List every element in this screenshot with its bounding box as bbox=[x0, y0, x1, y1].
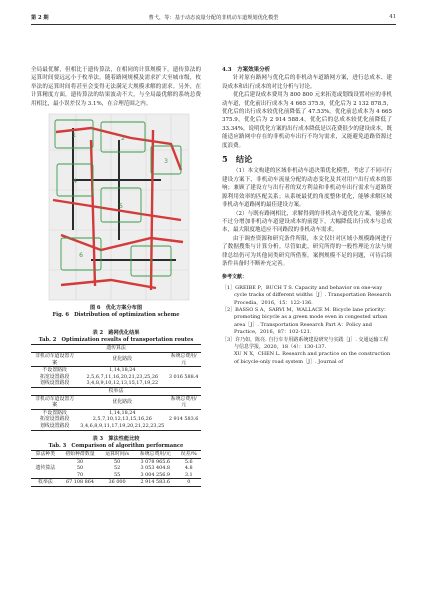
row-algorithm: 枚举法 bbox=[37, 479, 53, 486]
issue-number: 第 2 期 bbox=[31, 15, 49, 21]
paragraph: 优化后建设成本费用为 800 800 元来拓宽或划线设置对应的非机动车道，优化前出行成本为 4 665 375.9，优化后为 2 132 878.5，优化后的出行成本较优化前降低了 47.53%。优化前总成本为 4 665 375.9，优化后为 2 914 588.4，优化后的总成本较优化前降低了 33.34%，说明优化方案的出行成本降低是以花费很少的建设成本，既能适应路网中存在的非机动车出行不均匀需求，又能避免道路资源过度浪费。 bbox=[222, 92, 392, 149]
row-route: 3,4,6,8,9,11,17,19,20,21,22,23,25 bbox=[80, 422, 165, 429]
table3-caption-cn: 表 3 算法性能比较 bbox=[92, 435, 140, 442]
table2-col-type: 非机动车道设置方案 bbox=[35, 395, 75, 409]
table3-header: 运算时间/s bbox=[105, 450, 129, 457]
paragraph: 针对原有路网与优化后的非机动车道路网方案，进行总成本、建设成本和出行成本的对比分析与讨论。 bbox=[222, 75, 392, 90]
section-5-heading: 5 结论 bbox=[222, 154, 253, 165]
row-route: 3,4,8,9,10,12,13,15,17,19,22 bbox=[86, 380, 159, 387]
reference-item: ［3］许乃如，陈亮. 自行车专用路系统建设研究与实践［J］. 交通运输工程与信息学报，2020，18（4）：130-137. bbox=[222, 336, 389, 350]
row-cost: 3 016 588.4 bbox=[168, 373, 199, 380]
row-cell: 30 bbox=[76, 458, 84, 465]
figure-caption-en: Fig. 6 Distribution of optimization scheme bbox=[52, 312, 180, 319]
section-4-3-heading: 4.3 方案效果分析 bbox=[222, 67, 271, 73]
row-cell: 70 bbox=[76, 471, 84, 478]
zone-label: 1 bbox=[72, 132, 76, 140]
page-header bbox=[31, 14, 396, 25]
table3-header: 算法种类 bbox=[35, 450, 56, 457]
figure-caption-cn: 图 6 优化方案分布图 bbox=[89, 305, 143, 312]
table2-caption-cn: 表 2 路网优化结果 bbox=[92, 330, 140, 337]
table-row bbox=[31, 367, 201, 374]
running-title: 曹弋，等：基于动态流量分配的非机动车道规划优化模型 bbox=[148, 15, 279, 21]
optimization-map bbox=[31, 110, 201, 306]
row-type: 划线设置路段 bbox=[39, 422, 70, 429]
zone-label: 2 bbox=[121, 135, 125, 143]
table2-block1-header: 遗传算法 bbox=[106, 345, 126, 352]
reference-item: ［1］GREIBE P，BUCH T S. Capacity and behavior on one-way cycle tracks of different widths［J］. Transportation Research Procedia，2016，15：122-136. bbox=[222, 284, 392, 306]
table-optimization-results bbox=[31, 344, 201, 430]
paragraph: 由于调查资源和研究条件所限，本文仅针对区域小规模路网进行了数据搜集与计算分析。尽管如此，研究所得的一般性理论方法与规律总结仍可为其他同类研究所借鉴。案例规模不足的问题，可待后续条件具备时不断补充完善。 bbox=[222, 235, 392, 267]
right-column bbox=[222, 66, 392, 366]
table2-col-type: 非机动车道设置方案 bbox=[35, 353, 75, 366]
zone-label: 7 bbox=[149, 259, 153, 267]
table2-caption-en: Tab. 2 Optimization results of transportation routes bbox=[38, 337, 194, 344]
reference-item: ［2］BASSO S A，SARVI M，WALLACE M. Bicycle lane priority：promoting bicycle as a green mode even in congested urban area［J］. Transportation Research Part A：Policy and Practice，2016，87：102-121. bbox=[222, 306, 389, 336]
references bbox=[222, 274, 392, 366]
figure-6 bbox=[31, 110, 201, 320]
references-heading: 参考文献： bbox=[222, 274, 248, 281]
left-column bbox=[31, 66, 201, 487]
row-cell: 50 bbox=[76, 465, 84, 472]
table3-caption-en: Tab. 3 Comparison of algorithm performance bbox=[48, 442, 184, 449]
row-cell: 0 bbox=[187, 479, 191, 486]
row-type: 划线设置路段 bbox=[39, 380, 70, 387]
row-route: 2,5,7,10,12,13,15,16,26 bbox=[92, 416, 152, 423]
page-number: 41 bbox=[389, 14, 396, 20]
zone-label: 3 bbox=[164, 158, 168, 166]
table-row bbox=[31, 458, 201, 465]
table3-header: 初始种群数量 bbox=[65, 450, 95, 457]
row-cell: 55 bbox=[114, 471, 121, 478]
row-type: 拓宽设置路段 bbox=[39, 373, 70, 380]
zone-label: 6 bbox=[79, 252, 83, 260]
table-algorithm-performance bbox=[31, 450, 201, 487]
row-cell: 50 bbox=[114, 458, 121, 465]
row-cell: 3 053 404.8 bbox=[140, 465, 171, 472]
zone-label: 4 bbox=[73, 178, 77, 186]
row-type: 拓宽设置路段 bbox=[39, 416, 70, 423]
paragraph: （1）本文构建的区域非机动车道决策优化模型，考虑了不同可行建设方案下，非机动车流量分配的动态变化及其对用户出行成本的影响；兼顾了建设方与出行者的双方利益和非机动车出行需求与道路资源利用效率的匹配关系；从系统最优的角度整体优化，能够求解区域非机动车道路网的最佳建设方案。 bbox=[222, 168, 392, 209]
row-cell: 3.1 bbox=[184, 471, 193, 478]
row-cell: 2 914 583.6 bbox=[140, 479, 171, 486]
row-cell: 52 bbox=[114, 465, 121, 472]
table2-col-cost: 系统总费用/元 bbox=[170, 395, 197, 409]
row-cell: 67 108 864 bbox=[65, 479, 94, 486]
row-cost: 2 914 583.6 bbox=[168, 416, 199, 423]
row-type: 不设置路段 bbox=[42, 367, 67, 374]
table-row bbox=[31, 479, 201, 487]
row-cell: 5.6 bbox=[184, 458, 193, 465]
table2-col-route: 优化路段 bbox=[112, 356, 133, 363]
row-algorithm: 遗传算法 bbox=[35, 465, 56, 472]
reference-item: XU N X，CHEN L. Research and practice on the construction of bicycle-only road system［J］. Journal of bbox=[234, 351, 391, 365]
table2-col-cost: 系统总费用/元 bbox=[170, 353, 197, 366]
row-cell: 3 078 965.6 bbox=[140, 458, 171, 465]
row-route: 1,14,18,24 bbox=[109, 367, 136, 374]
table2-col-route: 优化路段 bbox=[112, 398, 133, 405]
paragraph: （2）与既有路网相比，求解得到的非机动车道优化方案，能够在不过分增加非机动车道建设成本的前提下，大幅降低出行成本与总成本，最大限度地适应不同路段的非机动车需求。 bbox=[222, 210, 392, 234]
table2-block2-header: 枚举法 bbox=[108, 388, 124, 394]
table3-header: 误差/% bbox=[180, 450, 197, 457]
row-route: 2,5,6,7,11,16,20,21,23,25,26 bbox=[86, 373, 159, 380]
row-route: 1,14,18,24 bbox=[109, 409, 136, 416]
row-cell: 3 004 256.9 bbox=[140, 471, 171, 478]
paragraph-top: 全局最优解，但相比于遗传算法，在相同的计算规模下，遗传算法的运算时间要远远小于枚举法。随着路网规模及需求扩大至城市级，枚举法的运算时间将甚至会变得无法满足大规模求解的需求。另外，在计算精度方面，遗传算法的结果波动不大，与全局最优解的系统总费用相比，最小误差仅为 3.1%，在合理范围之内。 bbox=[31, 67, 201, 107]
zone-label: 5 bbox=[119, 203, 123, 211]
row-cell: 4.8 bbox=[184, 465, 193, 472]
table3-header: 系统总费用/元 bbox=[139, 450, 171, 457]
row-cell: 36 000 bbox=[108, 479, 126, 486]
row-type: 不设置路段 bbox=[42, 409, 67, 416]
